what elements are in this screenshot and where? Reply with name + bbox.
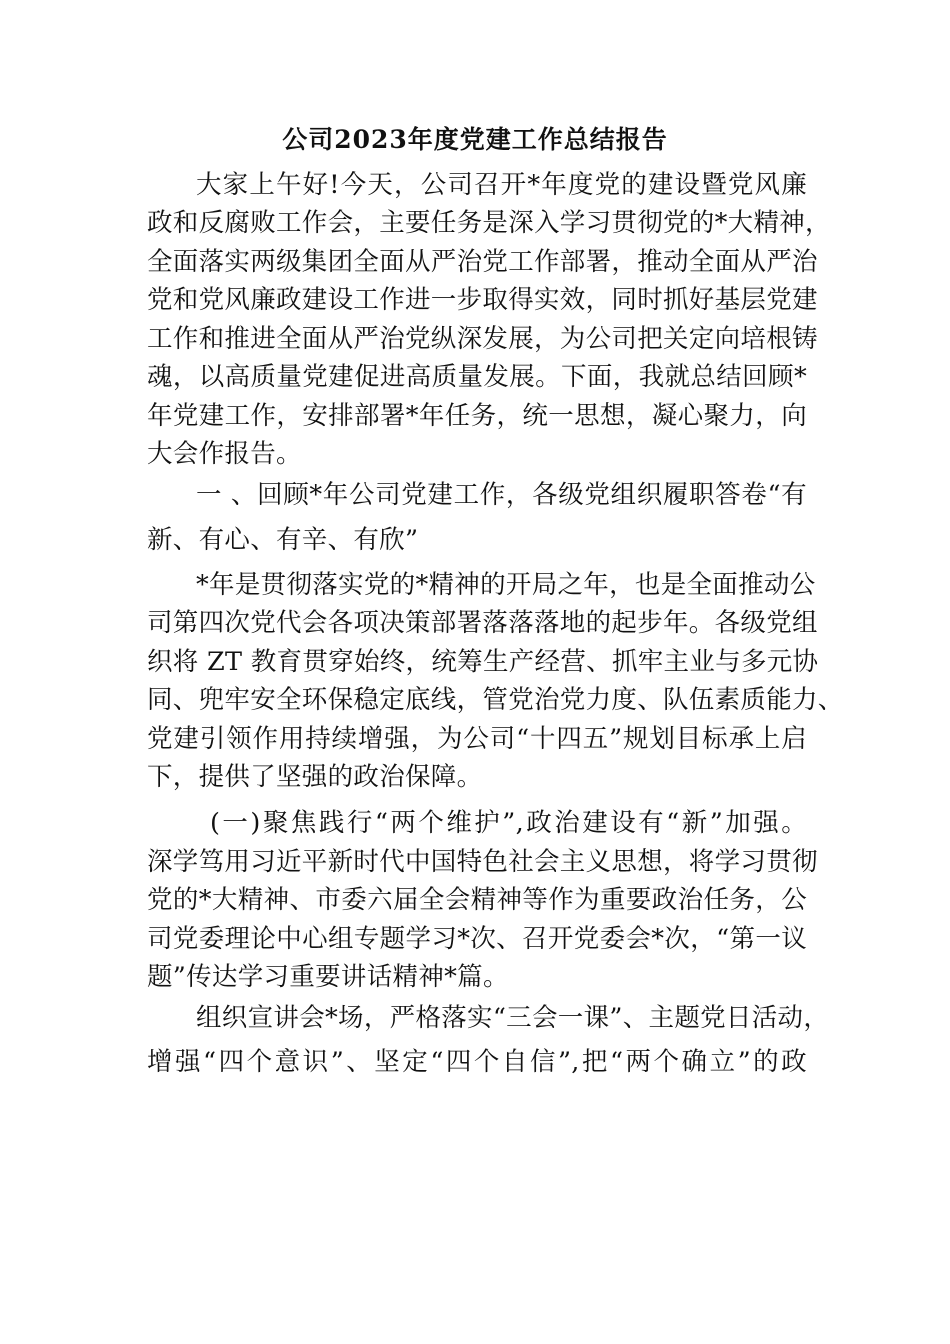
section-heading-line: 一 、回顾*年公司党建工作，各级党组织履职答卷“有 [196, 480, 807, 510]
paragraph-line: 织将 ZT 教育贯穿始终，统筹生产经营、抓牢主业与多元协 [147, 647, 819, 677]
paragraph-line: 政和反腐败工作会，主要任务是深入学习贯彻党的*大精神， [147, 208, 831, 238]
paragraph-line: 大会作报告。 [147, 439, 302, 469]
paragraph-line: 魂，以高质量党建促进高质量发展。下面，我就总结回顾* [147, 362, 807, 392]
paragraph-line: 同、兜牢安全环保稳定底线，管党治党力度、队伍素质能力、 [147, 685, 844, 715]
paragraph-line: 司第四次党代会各项决策部署落落落地的起步年。各级党组 [147, 608, 818, 638]
paragraph-line: 大家上午好!今天，公司召开*年度党的建设暨党风廉 [196, 170, 807, 200]
subsection-heading-line: (一)聚焦践行“两个维护”,政治建设有“新”加强。 [210, 808, 807, 838]
paragraph-line: 党和党风廉政建设工作进一步取得实效，同时抓好基层党建 [147, 285, 818, 315]
paragraph-line: 党的*大精神、市委六届全会精神等作为重要政治任务，公 [147, 885, 807, 915]
paragraph-line: 下，提供了坚强的政治保障。 [147, 762, 483, 792]
paragraph-line: 组织宣讲会*场，严格落实“三会一课”、主题党日活动， [196, 1003, 830, 1033]
paragraph-line: *年是贯彻落实党的*精神的开局之年，也是全面推动公 [196, 570, 816, 600]
paragraph-line: 题”传达学习重要讲话精神*篇。 [147, 962, 509, 992]
paragraph-line: 党建引领作用持续增强，为公司“十四五”规划目标承上启 [147, 724, 807, 754]
paragraph-line: 年党建工作，安排部署*年任务，统一思想，凝心聚力，向 [147, 401, 807, 431]
paragraph-line: 工作和推进全面从严治党纵深发展，为公司把关定向培根铸 [147, 324, 818, 354]
document-title: 公司2023年度党建工作总结报告 [282, 125, 668, 154]
paragraph-line: 深学笃用习近平新时代中国特色社会主义思想，将学习贯彻 [147, 847, 818, 877]
paragraph-line: 增强“四个意识”、坚定“四个自信”,把“两个确立”的政 [147, 1047, 807, 1077]
paragraph-line: 全面落实两级集团全面从严治党工作部署，推动全面从严治 [147, 247, 818, 277]
paragraph-line: 司党委理论中心组专题学习*次、召开党委会*次，“第一议 [147, 924, 807, 954]
section-heading-line: 新、有心、有辛、有欣” [147, 525, 419, 555]
